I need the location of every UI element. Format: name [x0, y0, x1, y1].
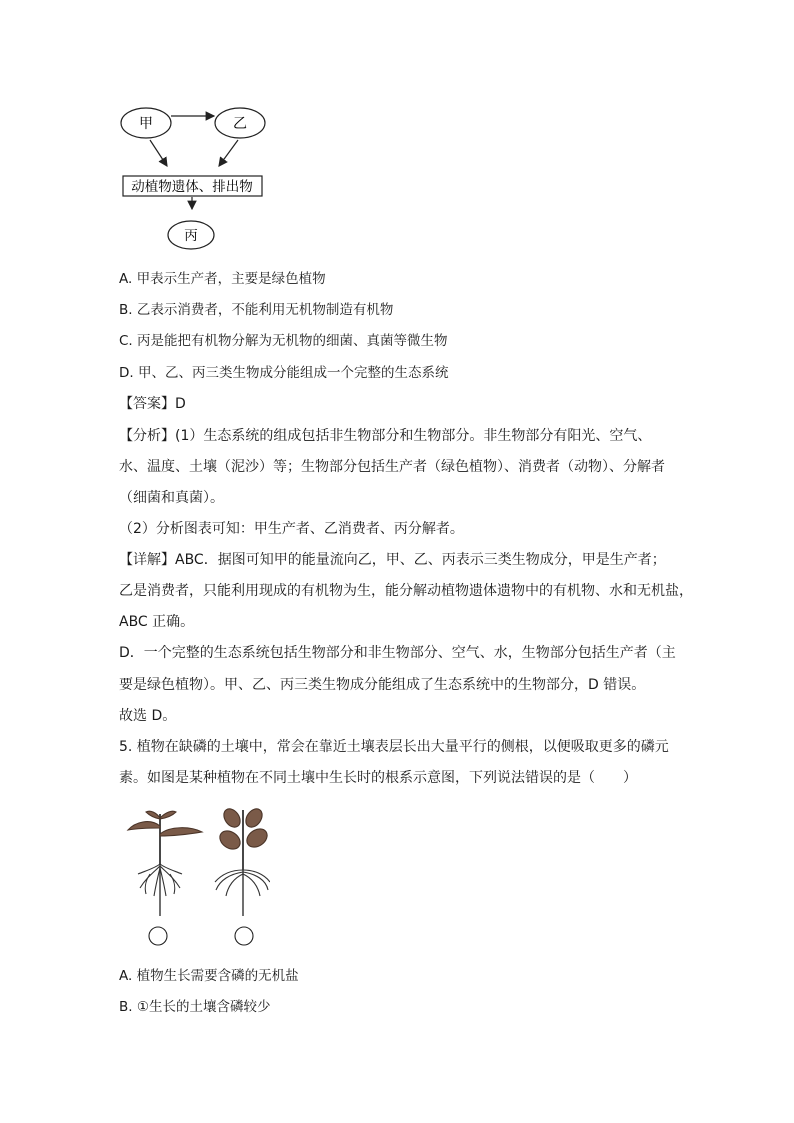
node-box-label: 动植物遗体、排出物 [131, 179, 253, 195]
q5-option-a: A. 植物生长需要含磷的无机盐 [119, 968, 299, 984]
detail-line-2: 乙是消费者，只能利用现成的有机物为生，能分解动植物遗体遗物中的有机物、水和无机盐， [119, 583, 693, 599]
analysis-line-2: 水、温度、土壤（泥沙）等；生物部分包括生产者（绿色植物）、消费者（动物）、分解者 [119, 459, 665, 475]
arrow-b-to-box [219, 140, 238, 166]
analysis-line-4: （2）分析图表可知：甲生产者、乙消费者、丙分解者。 [119, 521, 464, 537]
detail-line-3: ABC 正确。 [119, 614, 195, 630]
q5-line-2: 素。如图是某种植物在不同土壤中生长时的根系示意图，下列说法错误的是（ ） [119, 770, 637, 786]
answer-line: 【答案】D [119, 396, 186, 412]
node-c-label: 丙 [184, 228, 198, 244]
plant-1-illustration [128, 811, 202, 916]
detail-line-6: 故选 D。 [119, 708, 177, 724]
plant-2-illustration [215, 806, 270, 916]
q4-option-a: A. 甲表示生产者，主要是绿色植物 [119, 271, 326, 287]
q4-option-d: D. 甲、乙、丙三类生物成分能组成一个完整的生态系统 [119, 365, 449, 381]
node-b-label: 乙 [233, 116, 247, 132]
detail-line-5: 要是绿色植物）。甲、乙、丙三类生物成分能组成了生态系统中的生物部分，D 错误。 [119, 677, 646, 693]
q4-option-b: B. 乙表示消费者，不能利用无机物制造有机物 [119, 302, 394, 318]
q4-option-c: C. 丙是能把有机物分解为无机物的细菌、真菌等微生物 [119, 333, 448, 349]
detail-line-4: D．一个完整的生态系统包括生物部分和非生物部分、空气、水，生物部分包括生产者（主 [119, 645, 676, 661]
ecosystem-diagram [118, 100, 278, 260]
q5-line-1: 5. 植物在缺磷的土壤中，常会在靠近土壤表层长出大量平行的侧根，以便吸取更多的磷元 [119, 739, 669, 755]
node-a-label: 甲 [139, 116, 153, 132]
q5-option-b: B. ①生长的土壤含磷较少 [119, 999, 271, 1015]
arrow-a-to-box [150, 140, 167, 166]
analysis-line-3: （细菌和真菌）。 [119, 490, 224, 506]
analysis-line-1: 【分析】(1）生态系统的组成包括非生物部分和生物部分。非生物部分有阳光、空气、 [119, 428, 652, 444]
detail-line-1: 【详解】ABC．据图可知甲的能量流向乙，甲、乙、丙表示三类生物成分，甲是生产者； [119, 552, 666, 568]
